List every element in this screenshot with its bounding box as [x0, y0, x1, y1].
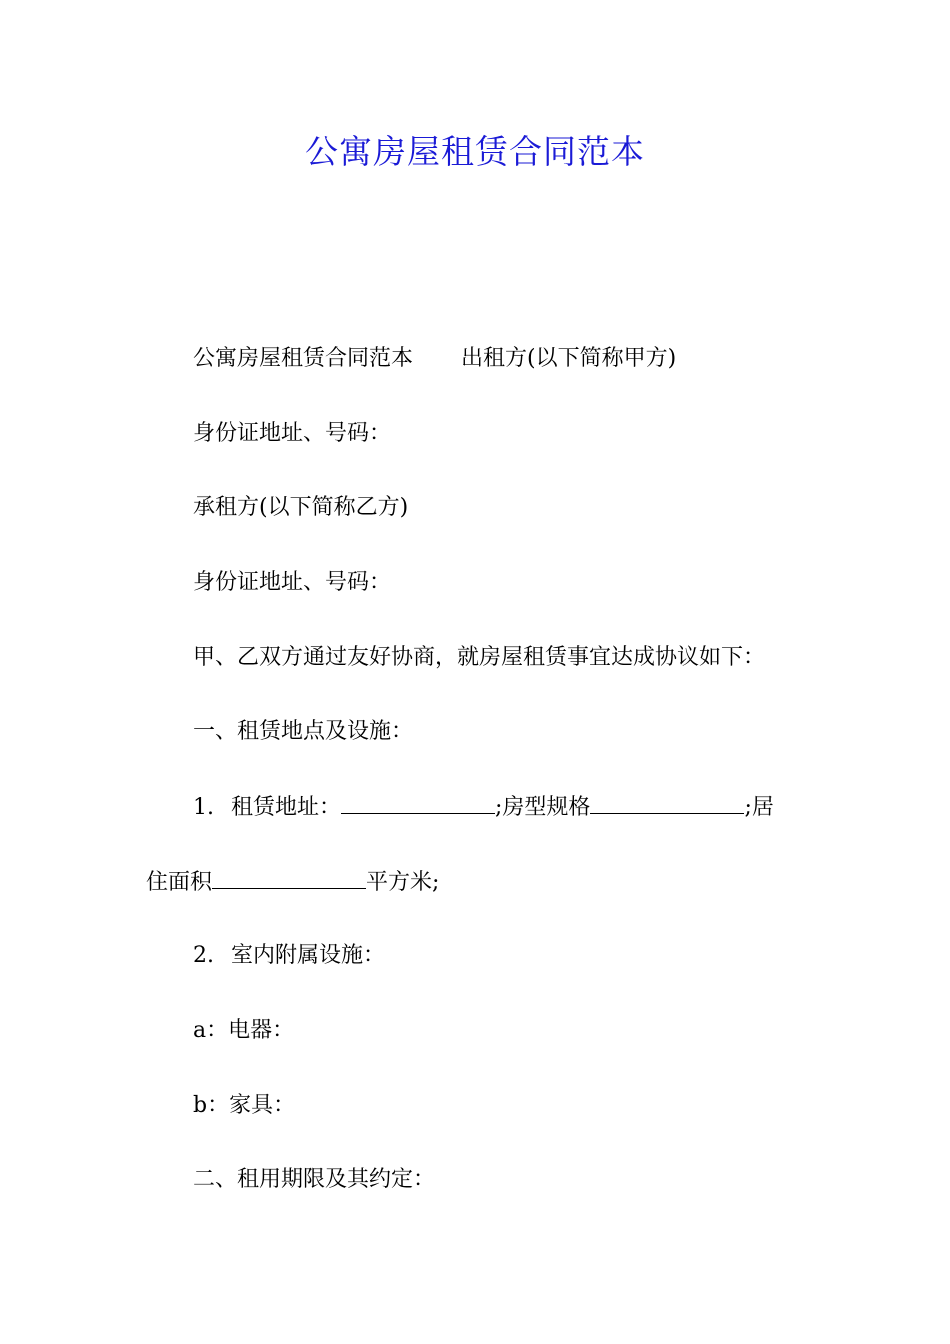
contract-name-text: 公寓房屋租赁合同范本: [193, 346, 414, 371]
appliances-line: a：电器：: [193, 1018, 295, 1043]
area-blank[interactable]: [212, 866, 366, 889]
clause-1-continuation: [146, 866, 439, 899]
section-1-heading: 一、租赁地点及设施：: [193, 719, 414, 744]
document-title: 公寓房屋租赁合同范本: [305, 132, 645, 171]
lease-address-blank[interactable]: [341, 791, 495, 814]
clause-1-line: [193, 791, 774, 824]
lessor-id-line: 身份证地址、号码：: [193, 421, 392, 446]
agreement-intro: 甲、乙双方通过友好协商，就房屋租赁事宜达成协议如下：: [193, 645, 766, 670]
room-type-blank[interactable]: [590, 791, 744, 814]
lease-address-label: 租赁地址：: [231, 795, 342, 820]
lessor-label: 出租方(以下简称甲方): [461, 346, 677, 371]
room-type-label: ;房型规格: [495, 795, 591, 820]
clause-2-line: [193, 940, 385, 972]
area-label: 住面积: [146, 870, 213, 895]
facilities-label: 室内附属设施：: [231, 943, 386, 968]
area-unit: 平方米;: [366, 870, 440, 895]
intro-line: [193, 343, 676, 375]
lessee-label: 承租方(以下简称乙方): [193, 495, 409, 520]
residence-prefix: ;居: [744, 795, 774, 820]
lessee-id-line: 身份证地址、号码：: [193, 570, 392, 595]
clause-number: 1.: [193, 795, 214, 820]
clause-number: 2.: [193, 943, 214, 968]
furniture-line: b：家具：: [193, 1093, 296, 1118]
section-2-heading: 二、租用期限及其约定：: [193, 1167, 436, 1192]
